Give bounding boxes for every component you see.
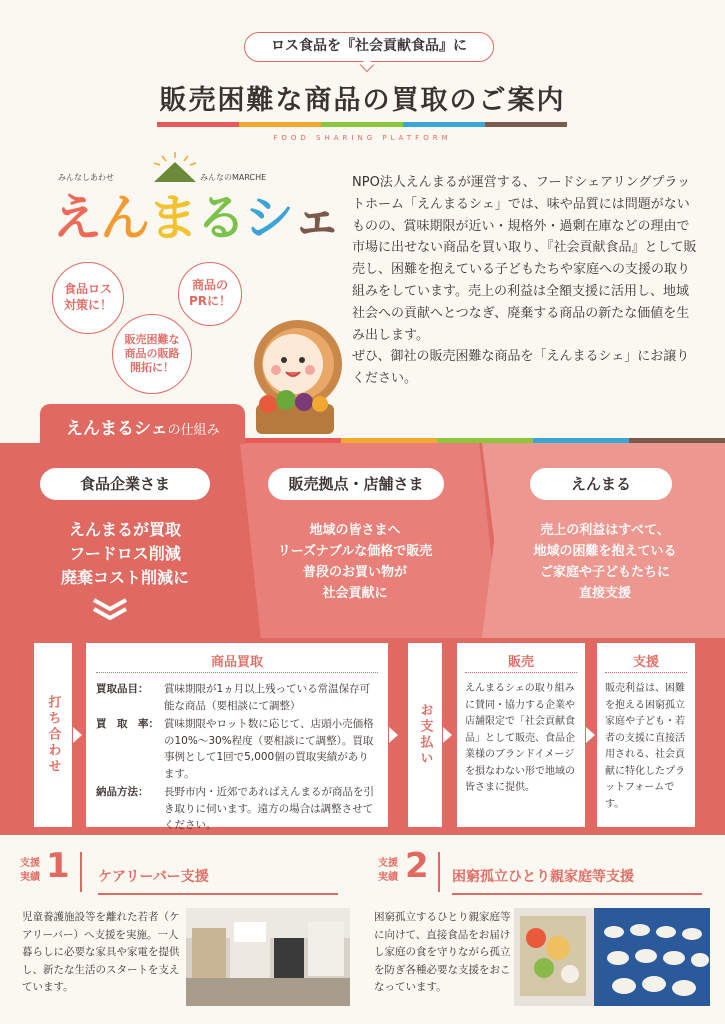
arrow-right-icon (389, 727, 398, 743)
page-title: 販売困難な商品の買取のご案内 (159, 85, 566, 116)
support-record-title: 困窮孤立ひとり親家庭等支援 (452, 869, 634, 885)
section-tab-suffix: の仕組み (167, 423, 220, 438)
header-pill: ロス食品を『社会貢献食品』に (244, 32, 494, 62)
logo-char: ん (100, 189, 148, 247)
arrow-right-icon (73, 727, 82, 743)
support-record-title: ケアリーバー支援 (98, 869, 209, 885)
support-record-label: 支援 実績 (378, 858, 398, 883)
purchase-row: 買 取 率： 賞味期限やロット数に応じて、店頭小売価格の10%〜30%程度（要相談にて調整）。買取事例として1回で5,000個の買取実績があります。 (96, 718, 374, 780)
purchase-box (86, 643, 388, 831)
purchase-row: 納品方法： 長野市内・近郊であればえんまるが商品を引き取りに伺います。遠方の場合は調整させてください。 (96, 786, 374, 831)
support-record-number: 1 (46, 846, 70, 886)
careleaver-photo (186, 908, 350, 1006)
support-title: 支援 (605, 651, 687, 673)
flow-text-enmaru: 売上の利益はすべて、 地域の困難を抱えている ご家庭や子どもたちに 直接支援 (533, 523, 677, 601)
support-record-label: 支援 実績 (20, 858, 40, 883)
logo-char: え (52, 189, 100, 247)
purchase-row: 買取品目： 賞味期限が1ヵ月以上残っている常温保存可能な商品（要相談にて調整） (96, 683, 371, 712)
support-record-number: 2 (405, 846, 429, 886)
support-text: 販売利益は、困難を抱える困窮孤立家庭や子ども・若者の支援に直接活用される、社会貢献に特化したプラットフォームです。 (605, 683, 685, 810)
section-tab (40, 404, 245, 444)
payment-label: お支払い (417, 703, 433, 767)
sale-title: 販売 (465, 651, 577, 673)
support-box (597, 643, 695, 827)
flow-label-food-company: 食品企業さま (40, 468, 210, 500)
arrow-right-icon (443, 727, 452, 743)
underline (98, 893, 338, 895)
bubble-pr: 商品の PRに！ (178, 262, 242, 326)
logo-char: シ (244, 189, 292, 247)
meeting-label: 打ち合わせ (45, 695, 61, 775)
sale-text: えんまるシェの取り組みに賛同・協力する企業や店舗限定で「社会貢献食品」として販売、食品企業様のブランドイメージを損なわない形で地域の皆さまに提供。 (465, 683, 575, 793)
mascot-illustration (238, 312, 348, 442)
flow-label-store: 販売拠点・店舗さま (268, 468, 444, 500)
divider (80, 852, 82, 892)
food-delivery-photo (514, 908, 710, 1006)
flow-text-food-company: えんまるが買取 フードロス削減 廃棄コスト削減に (60, 520, 189, 587)
arrow-right-icon (586, 727, 595, 743)
sale-box (457, 643, 585, 827)
purchase-title: 商品買取 (96, 651, 378, 673)
section-tab-logo: えんまるシェ (66, 419, 168, 439)
underline (452, 893, 702, 895)
logo-char: ま (148, 189, 196, 247)
support-record-text: 困窮孤立するひとり親家庭等に向けて、直接食品をお届けし家庭の食を守りながら孤立を防ぎ各種必要な支援をおこなっています。 (374, 911, 511, 993)
intro-text: NPO法人えんまるが運営する、フードシェアリングプラットホーム「えんまるシェ」では、味や品質には問題がないものの、賞味期限が近い・規格外・過剰在庫などの理由で市場に出せない商品を買い取り、『社会貢献食品』として販売し、困難を抱えている子どもたちや家庭への支援の取り組みをしています。売上の利益は全額支援に活用し、地域社会への貢献へとつなぎ、廃棄する商品の新たな価値を生み出します。 ぜひ、御社の販売困難な商品を「えんまるシェ」にお譲りください。 (352, 175, 697, 387)
flow-label-enmaru: えんまる (530, 468, 672, 500)
flow-text-store: 地域の皆さまへ リーズナブルな価格で販売 普段のお買い物が 社会貢献に (277, 523, 433, 601)
bubble-food-loss: 食品ロス 対策に！ (52, 262, 124, 334)
logo-char: る (196, 189, 244, 247)
subtitle-en: FOOD SHARING PLATFORM (273, 134, 452, 142)
section-color-bar (245, 438, 725, 443)
logo-right-caption: みんなのMARCHE (200, 173, 267, 182)
logo-left-caption: みんなしあわせ (58, 173, 114, 182)
support-record-text: 児童養護施設等を離れた若者（ケアリーバー）へ支援を実施。一人暮らしに必要な家具や家電を提供し、新たな生活のスタートを支えています。 (22, 911, 180, 993)
chevron-down-icon (92, 598, 128, 620)
header-color-bar (157, 122, 567, 127)
logo (52, 178, 340, 250)
logo-char: ェ (292, 189, 340, 247)
divider (438, 852, 440, 892)
bubble-sales-channel: 販売困難な 商品の販路 開拓に！ (112, 314, 192, 394)
